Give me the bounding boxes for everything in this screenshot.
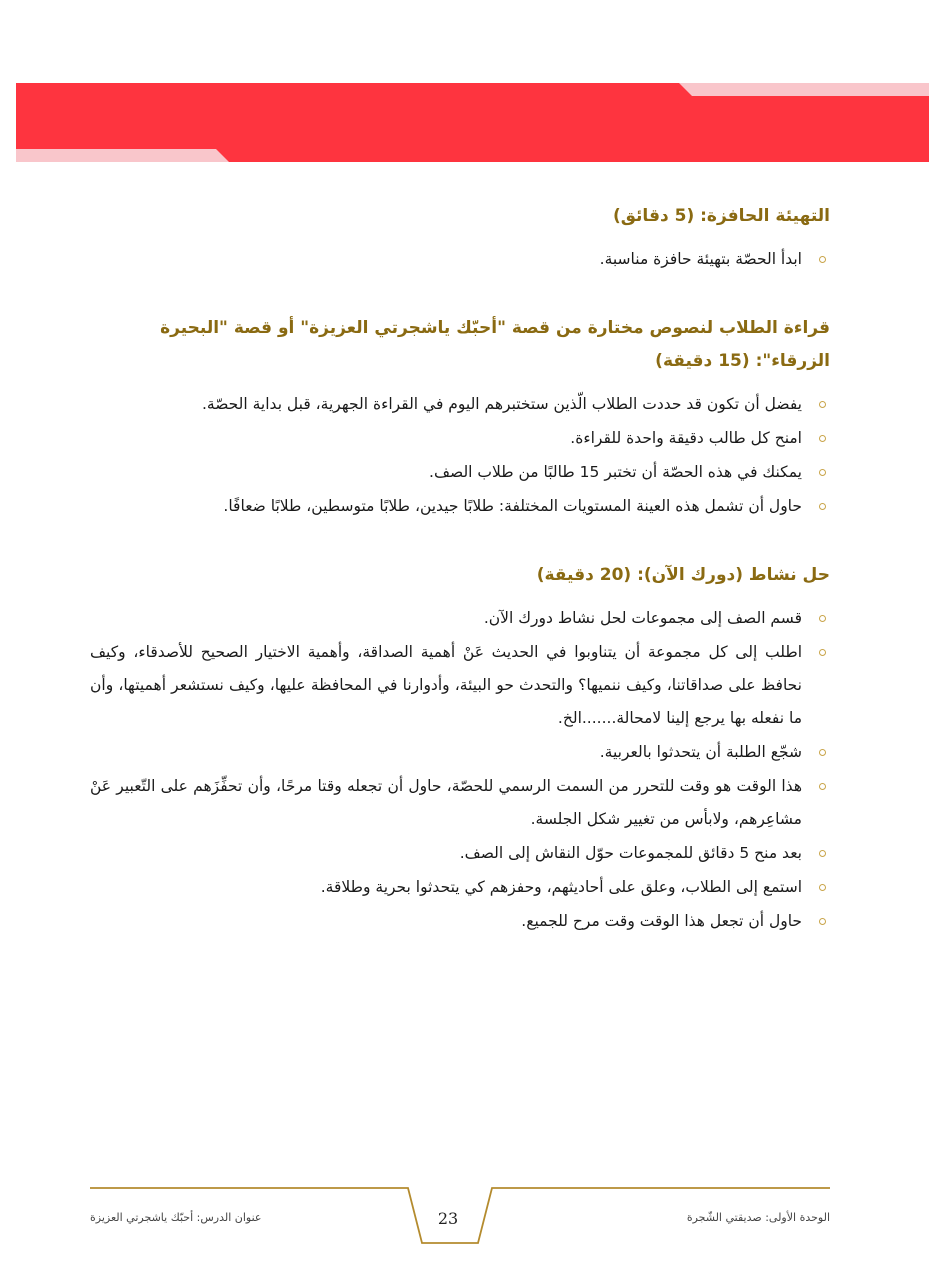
lesson-title: عنوان الدرس: أحبّك ياشجرتي العزيزة bbox=[90, 1211, 262, 1224]
section-heading: التهيئة الحافزة: (5 دقائق) bbox=[612, 206, 830, 226]
unit-title: الوحدة الأولى: صديقتي الشّجرة bbox=[686, 1211, 830, 1224]
lesson-content bbox=[90, 200, 830, 974]
section-reading bbox=[90, 312, 830, 523]
list-item: هذا الوقت هو وقت للتحرر من السمت الرسمي للحصّة، حاول أن تجعله وقتا مرحًا، وأن تحفِّزَهم على التّعبير عَنْ مشاعِرهم، ولابأس من تغيير شكل الجلسة. bbox=[90, 770, 830, 836]
circle-bullet-icon bbox=[819, 256, 826, 263]
list-item: اطلب إلى كل مجموعة أن يتناوبوا في الحديث عَنْ أهمية الصداقة، وأهمية الاختيار الصحيح للأصدقاء، وكيف نحافظ على صداقاتنا، وكيف ننميها؟ والتحدث حو البيئة، وأدوارنا في المحافظة عليها، وكيف نستشعر أهميتها، وأن ما نفعله بها يرجع إلينا لامحالة.......الخ. bbox=[90, 636, 830, 735]
circle-bullet-icon bbox=[819, 749, 826, 756]
header-banner bbox=[16, 83, 929, 162]
circle-bullet-icon bbox=[819, 503, 826, 510]
list-item: حاول أن تجعل هذا الوقت وقت مرح للجميع. bbox=[90, 905, 830, 938]
circle-bullet-icon bbox=[819, 435, 826, 442]
bullet-list bbox=[90, 243, 830, 276]
list-item: امنح كل طالب دقيقة واحدة للقراءة. bbox=[90, 422, 830, 455]
bullet-list bbox=[90, 602, 830, 938]
circle-bullet-icon bbox=[819, 615, 826, 622]
circle-bullet-icon bbox=[819, 649, 826, 656]
list-item: استمع إلى الطلاب، وعلق على أحاديثهم، وحفزهم كي يتحدثوا بحرية وطلاقة. bbox=[90, 871, 830, 904]
list-item: حاول أن تشمل هذه العينة المستويات المختلفة: طلابًا جيدين، طلابًا متوسطين، طلابًا ضعافًا. bbox=[90, 490, 830, 523]
list-item: يفضل أن تكون قد حددت الطلاب الّذين ستختبرهم اليوم في القراءة الجهرية، قبل بداية الحصّة. bbox=[90, 388, 830, 421]
list-item: يمكنك في هذه الحصّة أن تختبر 15 طالبًا من طلاب الصف. bbox=[90, 456, 830, 489]
circle-bullet-icon bbox=[819, 850, 826, 857]
circle-bullet-icon bbox=[819, 918, 826, 925]
circle-bullet-icon bbox=[819, 469, 826, 476]
page-footer bbox=[0, 1185, 945, 1255]
circle-bullet-icon bbox=[819, 884, 826, 891]
section-heading: قراءة الطلاب لنصوص مختارة من قصة "أحبّك ياشجرتي العزيزة" أو قصة "البحيرة الزرقاء": (15 دقيقة) bbox=[160, 318, 830, 371]
page-number: 23 bbox=[437, 1209, 459, 1228]
list-item: بعد منح 5 دقائق للمجموعات حوّل النقاش إلى الصف. bbox=[90, 837, 830, 870]
list-item: قسم الصف إلى مجموعات لحل نشاط دورك الآن. bbox=[90, 602, 830, 635]
section-warmup bbox=[90, 200, 830, 276]
section-heading: حل نشاط (دورك الآن): (20 دقيقة) bbox=[536, 565, 830, 585]
bullet-list bbox=[90, 388, 830, 523]
list-item: ابدأ الحصّة بتهيئة حافزة مناسبة. bbox=[90, 243, 830, 276]
circle-bullet-icon bbox=[819, 401, 826, 408]
section-activity bbox=[90, 559, 830, 938]
list-item: شجّع الطلبة أن يتحدثوا بالعربية. bbox=[90, 736, 830, 769]
circle-bullet-icon bbox=[819, 783, 826, 790]
